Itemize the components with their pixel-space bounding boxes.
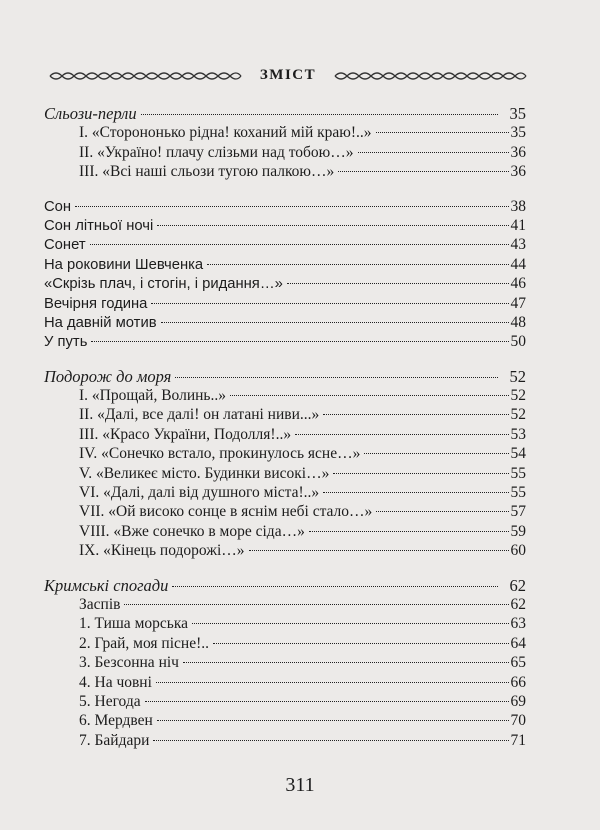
toc-section [44, 104, 526, 182]
dot-leader [333, 473, 508, 474]
dot-leader [364, 453, 508, 454]
toc-entry[interactable] [44, 614, 526, 633]
dot-leader [323, 414, 508, 415]
entry-title: I. «Сторононько рідна! коханий мій краю!..» [79, 124, 372, 142]
entry-page-number: 52 [510, 387, 526, 405]
entry-title: 4. На човні [79, 673, 152, 691]
ornament-right-icon [333, 70, 528, 82]
dot-leader [91, 341, 508, 342]
dot-leader [192, 623, 509, 624]
contents-title: ЗМІСТ [259, 67, 317, 83]
entry-page-number: 48 [510, 313, 526, 331]
dot-leader [376, 132, 509, 133]
entry-title: IV. «Сонечко встало, прокинулось ясне…» [79, 445, 361, 463]
entry-page-number: 54 [510, 445, 526, 463]
entry-page-number: 46 [510, 275, 526, 293]
toc-section [44, 197, 526, 352]
dot-leader [172, 586, 497, 587]
dot-leader [141, 114, 498, 115]
dot-leader [124, 604, 508, 605]
toc-entry[interactable] [44, 425, 526, 444]
entry-page-number: 60 [510, 542, 526, 560]
section-heading[interactable] [44, 367, 526, 386]
dot-leader [295, 434, 508, 435]
dot-leader [156, 682, 509, 683]
toc-entry[interactable] [44, 634, 526, 653]
dot-leader [157, 720, 509, 721]
entry-page-number: 57 [510, 503, 526, 521]
toc-entry[interactable] [44, 711, 526, 730]
toc-entry[interactable] [44, 692, 526, 711]
dot-leader [183, 662, 509, 663]
dot-leader [338, 171, 508, 172]
toc-entry[interactable] [44, 197, 526, 216]
entry-title: II. «Україно! плачу слізьми над тобою…» [79, 143, 354, 161]
entry-title: III. «Красо України, Подолля!..» [79, 425, 292, 443]
entry-title: I. «Прощай, Волинь..» [79, 387, 226, 405]
entry-page-number: 55 [510, 464, 526, 482]
toc-entry[interactable] [44, 731, 526, 750]
entry-title: Заспів [79, 595, 121, 613]
dot-leader [376, 511, 508, 512]
toc-entry[interactable] [44, 162, 526, 181]
dot-leader [323, 492, 508, 493]
entry-page-number: 64 [510, 634, 526, 652]
entry-page-number: 53 [510, 425, 526, 443]
toc-entry[interactable] [44, 123, 526, 142]
entry-page-number: 62 [509, 575, 526, 595]
entry-title: Подорож до моря [44, 366, 172, 386]
toc-section [44, 576, 526, 751]
entry-page-number: 70 [510, 712, 526, 730]
entry-page-number: 55 [510, 484, 526, 502]
section-heading[interactable] [44, 576, 526, 595]
dot-leader [153, 740, 508, 741]
toc-entry[interactable] [44, 255, 526, 274]
dot-leader [230, 395, 509, 396]
entry-title: На давній мотив [44, 314, 157, 331]
toc-entry[interactable] [44, 541, 526, 560]
toc-entry[interactable] [44, 464, 526, 483]
entry-page-number: 43 [510, 236, 526, 254]
entry-title: 1. Тиша морська [79, 615, 188, 633]
entry-title: Сльози-перли [44, 104, 137, 123]
entry-title: 7. Байдари [79, 731, 150, 749]
entry-page-number: 36 [510, 163, 526, 181]
section-heading[interactable] [44, 104, 526, 123]
toc-entry[interactable] [44, 386, 526, 405]
entry-title: Сон [44, 198, 72, 215]
entry-page-number: 66 [510, 673, 526, 691]
entry-title: 3. Безсонна ніч [79, 654, 179, 672]
entry-page-number: 47 [510, 294, 526, 312]
entry-title: На роковини Шевченка [44, 256, 204, 273]
entry-title: VII. «Ой високо сонце в яснім небі стало…» [79, 503, 373, 521]
entry-title: У путь [44, 334, 88, 351]
entry-title: 5. Негода [79, 692, 141, 710]
dot-leader [287, 283, 509, 284]
table-of-contents [44, 104, 526, 765]
entry-title: Сонет [44, 237, 86, 254]
toc-section [44, 367, 526, 561]
entry-title: IX. «Кінець подорожі…» [79, 542, 245, 560]
entry-page-number: 52 [510, 406, 526, 424]
toc-entry[interactable] [44, 274, 526, 293]
entry-title: Вечірня година [44, 295, 148, 312]
toc-entry[interactable] [44, 216, 526, 235]
entry-page-number: 65 [510, 654, 526, 672]
entry-page-number: 35 [510, 124, 526, 142]
toc-entry[interactable] [44, 444, 526, 463]
dot-leader [161, 322, 509, 323]
dot-leader [145, 701, 509, 702]
toc-entry[interactable] [44, 405, 526, 424]
page-number: 311 [285, 774, 315, 796]
toc-entry[interactable] [44, 332, 526, 351]
toc-entry[interactable] [44, 294, 526, 313]
entry-page-number: 35 [509, 104, 526, 123]
toc-entry[interactable] [44, 143, 526, 162]
entry-title: VIII. «Вже сонечко в море сіда…» [79, 522, 305, 540]
entry-page-number: 38 [510, 197, 526, 215]
entry-page-number: 41 [510, 216, 526, 234]
entry-title: 6. Мердвен [79, 712, 153, 730]
entry-title: Сон літньої ночі [44, 217, 154, 234]
entry-title: II. «Далі, все далі! он латані ниви...» [79, 406, 320, 424]
entry-title: VI. «Далі, далі від душного міста!..» [79, 484, 320, 502]
entry-page-number: 63 [510, 615, 526, 633]
entry-page-number: 36 [510, 143, 526, 161]
dot-leader [207, 264, 508, 265]
entry-page-number: 59 [510, 522, 526, 540]
toc-entry[interactable] [44, 235, 526, 254]
entry-page-number: 52 [509, 366, 526, 386]
entry-title: 2. Грай, моя пісне!.. [79, 634, 209, 652]
toc-entry[interactable] [44, 673, 526, 692]
entry-title: V. «Великеє місто. Будинки високі…» [79, 464, 330, 482]
toc-entry[interactable] [44, 483, 526, 502]
entry-title: Кримські спогади [44, 575, 169, 595]
toc-entry[interactable] [44, 522, 526, 541]
dot-leader [75, 206, 508, 207]
entry-title: III. «Всі наші сльози тугою палкою…» [79, 163, 335, 181]
dot-leader [213, 643, 509, 644]
entry-page-number: 71 [510, 731, 526, 749]
entry-title: «Скрізь плач, і стогін, і ридання…» [44, 276, 283, 293]
dot-leader [175, 377, 497, 378]
dot-leader [309, 531, 509, 532]
entry-page-number: 62 [510, 595, 526, 613]
dot-leader [249, 550, 509, 551]
dot-leader [90, 244, 509, 245]
toc-entry[interactable] [44, 595, 526, 614]
contents-header [48, 66, 528, 86]
dot-leader [358, 152, 509, 153]
toc-entry[interactable] [44, 313, 526, 332]
entry-page-number: 44 [510, 255, 526, 273]
toc-entry[interactable] [44, 502, 526, 521]
toc-entry[interactable] [44, 653, 526, 672]
dot-leader [157, 225, 508, 226]
entry-page-number: 50 [510, 333, 526, 351]
entry-page-number: 69 [510, 692, 526, 710]
dot-leader [151, 303, 508, 304]
